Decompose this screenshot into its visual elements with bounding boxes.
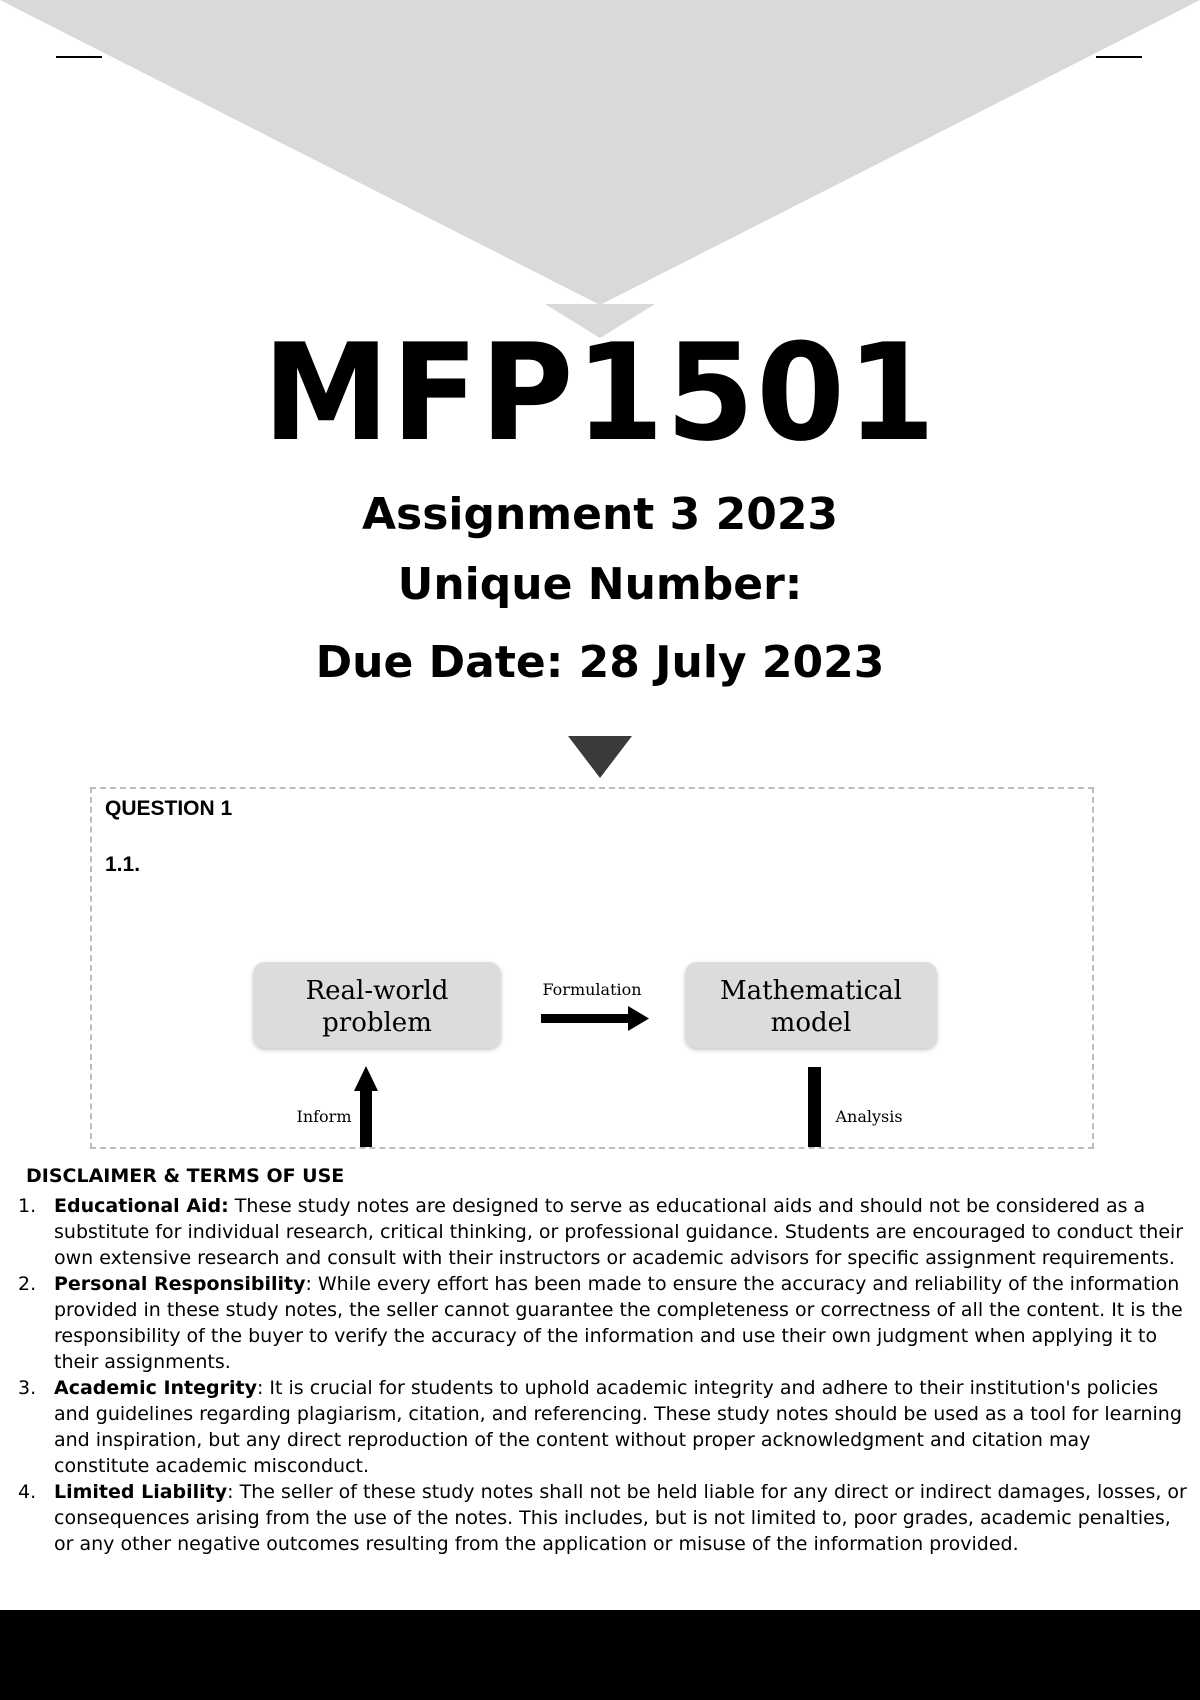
formulation-label: Formulation xyxy=(542,980,642,999)
term-number: 4. xyxy=(18,1481,37,1503)
term-item xyxy=(0,1193,1200,1271)
term-number: 3. xyxy=(18,1377,37,1399)
term-title: Educational Aid: xyxy=(54,1195,229,1217)
unique-number: Unique Number: xyxy=(397,559,803,610)
modelling-diagram xyxy=(92,789,1094,1149)
node-left-label-line2: problem xyxy=(322,1008,432,1038)
left-corner-line xyxy=(56,56,102,58)
course-code: MFP1501 xyxy=(262,315,938,471)
title-block xyxy=(0,315,1200,471)
cover-chevron-banner xyxy=(0,0,1200,340)
term-text: : The seller of these study notes shall not be held liable for any direct or indirect damages, losses, or consequences arising from the use of the notes. This includes, but is not limited to, poor grades, academic penalties, or any other negative outcomes resulting from the application or misuse of the information provided. xyxy=(54,1481,1187,1555)
right-corner-line xyxy=(1096,56,1142,58)
term-number: 1. xyxy=(18,1195,37,1217)
inform-arrow-icon xyxy=(354,1066,378,1149)
question-preview xyxy=(90,787,1094,1149)
question-heading: QUESTION 1 xyxy=(105,797,233,820)
term-number: 2. xyxy=(18,1273,37,1295)
inform-label: Inform xyxy=(296,1107,352,1126)
term-item xyxy=(0,1271,1200,1375)
node-left-label-line1: Real-world xyxy=(305,976,449,1006)
question-subheading: 1.1. xyxy=(105,853,141,876)
term-text: : While every effort has been made to ensure the accuracy and reliability of the information provided in these study notes, the seller cannot guarantee the completeness or correctness of all the content. It is the responsibility of the buyer to verify the accuracy of the information and use their own judgment when applying it to their assignments. xyxy=(54,1273,1183,1373)
term-item xyxy=(0,1479,1200,1557)
due-date: Due Date: 28 July 2023 xyxy=(315,637,885,688)
node-right-label-line2: model xyxy=(770,1008,852,1038)
disclaimer-section xyxy=(0,1165,1200,1557)
term-title: Limited Liability xyxy=(54,1481,228,1503)
terms-list xyxy=(0,1193,1200,1557)
term-title: Personal Responsibility xyxy=(54,1273,306,1295)
analysis-label: Analysis xyxy=(835,1107,903,1126)
footer-band xyxy=(0,1610,1200,1700)
term-text: These study notes are designed to serve as educational aids and should not be considered as a substitute for individual research, critical thinking, or professional guidance. Students are encouraged to conduct their own extensive research and consult with their instructors or academic advisors for specific assignment requirements. xyxy=(54,1195,1184,1269)
analysis-arrow-icon xyxy=(808,1067,821,1149)
down-triangle-icon xyxy=(568,736,632,778)
formulation-arrow-icon xyxy=(541,1006,649,1031)
node-right-label-line1: Mathematical xyxy=(720,976,902,1006)
disclaimer-heading: DISCLAIMER & TERMS OF USE xyxy=(26,1165,345,1187)
term-item xyxy=(0,1375,1200,1479)
assignment-title: Assignment 3 2023 xyxy=(361,489,839,540)
term-text: : It is crucial for students to uphold academic integrity and adhere to their institution's policies and guidelines regarding plagiarism, citation, and referencing. These study notes should be used as a tool for learning and inspiration, but any direct reproduction of the content without proper acknowledgment and citation may constitute academic misconduct. xyxy=(54,1377,1182,1477)
term-title: Academic Integrity xyxy=(54,1377,257,1399)
